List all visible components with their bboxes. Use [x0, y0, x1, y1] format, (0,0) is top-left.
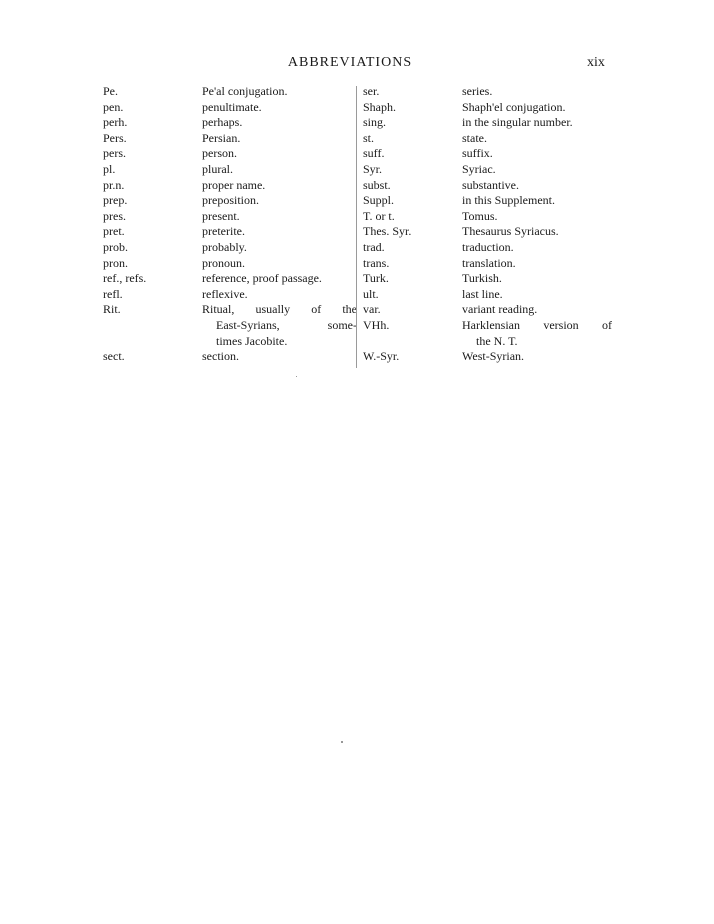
abbreviation: ref., refs.: [103, 271, 147, 286]
abbreviation-entry: [363, 100, 613, 116]
abbreviation-entry: [103, 162, 358, 178]
abbreviation-entry: [363, 131, 613, 147]
definition: proper name.: [202, 177, 266, 192]
definition: Persian.: [202, 130, 241, 145]
abbreviation: st.: [363, 130, 375, 145]
abbreviation-entry: [363, 224, 613, 240]
definition: [462, 318, 612, 349]
abbreviation: T. or t.: [363, 208, 395, 223]
abbreviation: Turk.: [363, 271, 389, 286]
abbreviation-entry: [363, 84, 613, 100]
definition: perhaps.: [202, 115, 243, 130]
abbreviation: ult.: [363, 286, 379, 301]
abbreviation-entry: [363, 240, 613, 256]
definition-line: Ritual, usually of the: [202, 302, 357, 317]
abbreviation-entry: [363, 115, 613, 131]
definition: [202, 302, 357, 349]
definition-continuation: East-Syrians, some-: [216, 317, 357, 332]
definition: Thesaurus Syriacus.: [462, 224, 559, 239]
abbreviation: Suppl.: [363, 193, 395, 208]
column-divider: [356, 86, 357, 368]
abbreviation-entry: [103, 349, 358, 365]
abbreviation-entry: [103, 209, 358, 225]
definition: section.: [202, 349, 239, 364]
abbreviation: W.-Syr.: [363, 349, 400, 364]
abbreviation: trad.: [363, 239, 385, 254]
abbreviation: pers.: [103, 146, 126, 161]
definition: last line.: [462, 286, 503, 301]
definition: preterite.: [202, 224, 245, 239]
definition-line: Harklensian version of: [462, 317, 612, 332]
definition: Tomus.: [462, 208, 498, 223]
definition: series.: [462, 84, 493, 98]
definition: substantive.: [462, 177, 519, 192]
abbreviation: Pers.: [103, 130, 127, 145]
abbreviation-entry: [103, 240, 358, 256]
abbreviation-entry: [103, 287, 358, 303]
abbreviation: sect.: [103, 349, 125, 364]
abbreviation-entry: [363, 287, 613, 303]
print-speck: [341, 741, 343, 743]
abbreviation-entry: [363, 256, 613, 272]
definition: reflexive.: [202, 286, 248, 301]
definition: penultimate.: [202, 99, 262, 114]
definition: preposition.: [202, 193, 259, 208]
definition-continuation: the N. T.: [476, 333, 518, 348]
definition: present.: [202, 208, 240, 223]
definition: suffix.: [462, 146, 493, 161]
definition: in this Supplement.: [462, 193, 555, 208]
abbreviation: pr.n.: [103, 177, 125, 192]
abbreviation: refl.: [103, 286, 123, 301]
definition: state.: [462, 130, 487, 145]
page-title: ABBREVIATIONS: [287, 55, 413, 70]
abbreviation: var.: [363, 302, 381, 317]
abbreviation-entry: [103, 115, 358, 131]
abbreviation: prob.: [103, 239, 128, 254]
abbreviation: perh.: [103, 115, 128, 130]
print-speck: [296, 376, 297, 377]
definition: traduction.: [462, 239, 514, 254]
definition: West-Syrian.: [462, 349, 525, 364]
abbreviation-entry: [103, 100, 358, 116]
definition: Turkish.: [462, 271, 502, 286]
abbreviation-entry: [103, 131, 358, 147]
abbreviation-entry: [363, 209, 613, 225]
abbreviation: ser.: [363, 84, 380, 98]
definition: plural.: [202, 161, 233, 176]
abbreviation-column-right: [363, 84, 613, 365]
page-number: xix: [587, 55, 605, 70]
definition: Pe'al conjugation.: [202, 84, 288, 98]
abbreviation-entry: [103, 146, 358, 162]
definition: translation.: [462, 255, 516, 270]
abbreviation: prep.: [103, 193, 128, 208]
abbreviation-entry: [103, 271, 358, 287]
definition: reference, proof passage.: [202, 271, 322, 286]
abbreviation-entry: [103, 193, 358, 209]
abbreviation: Shaph.: [363, 99, 396, 114]
definition: person.: [202, 146, 237, 161]
abbreviation: pres.: [103, 208, 126, 223]
abbreviation-column-left: [103, 84, 358, 365]
abbreviation: Syr.: [363, 161, 383, 176]
abbreviation-entry: [363, 302, 613, 318]
abbreviation-entry: [363, 146, 613, 162]
abbreviation-entry: [363, 349, 613, 365]
abbreviation: pron.: [103, 255, 128, 270]
definition: Shaph'el conjugation.: [462, 99, 566, 114]
abbreviation: pret.: [103, 224, 125, 239]
abbreviation-entry: [363, 162, 613, 178]
abbreviation: pen.: [103, 99, 124, 114]
abbreviation: subst.: [363, 177, 391, 192]
abbreviation-entry: [363, 271, 613, 287]
abbreviation-entry: [363, 318, 613, 349]
definition: in the singular number.: [462, 115, 573, 130]
abbreviation: Thes. Syr.: [363, 224, 412, 239]
abbreviation-entry: [363, 178, 613, 194]
abbreviation: VHh.: [363, 317, 390, 332]
abbreviation-entry: [103, 178, 358, 194]
definition-continuation: times Jacobite.: [216, 333, 288, 348]
abbreviation: Rit.: [103, 302, 121, 317]
definition: Syriac.: [462, 161, 496, 176]
abbreviation: pl.: [103, 161, 116, 176]
abbreviation-entry: [103, 302, 358, 349]
abbreviation-entry: [103, 256, 358, 272]
abbreviation-entry: [363, 193, 613, 209]
definition: probably.: [202, 239, 247, 254]
definition: pronoun.: [202, 255, 245, 270]
abbreviation: Pe.: [103, 84, 118, 98]
abbreviation: trans.: [363, 255, 390, 270]
abbreviation-entry: [103, 84, 358, 100]
definition: variant reading.: [462, 302, 538, 317]
abbreviation-entry: [103, 224, 358, 240]
abbreviation: sing.: [363, 115, 387, 130]
abbreviation: suff.: [363, 146, 385, 161]
